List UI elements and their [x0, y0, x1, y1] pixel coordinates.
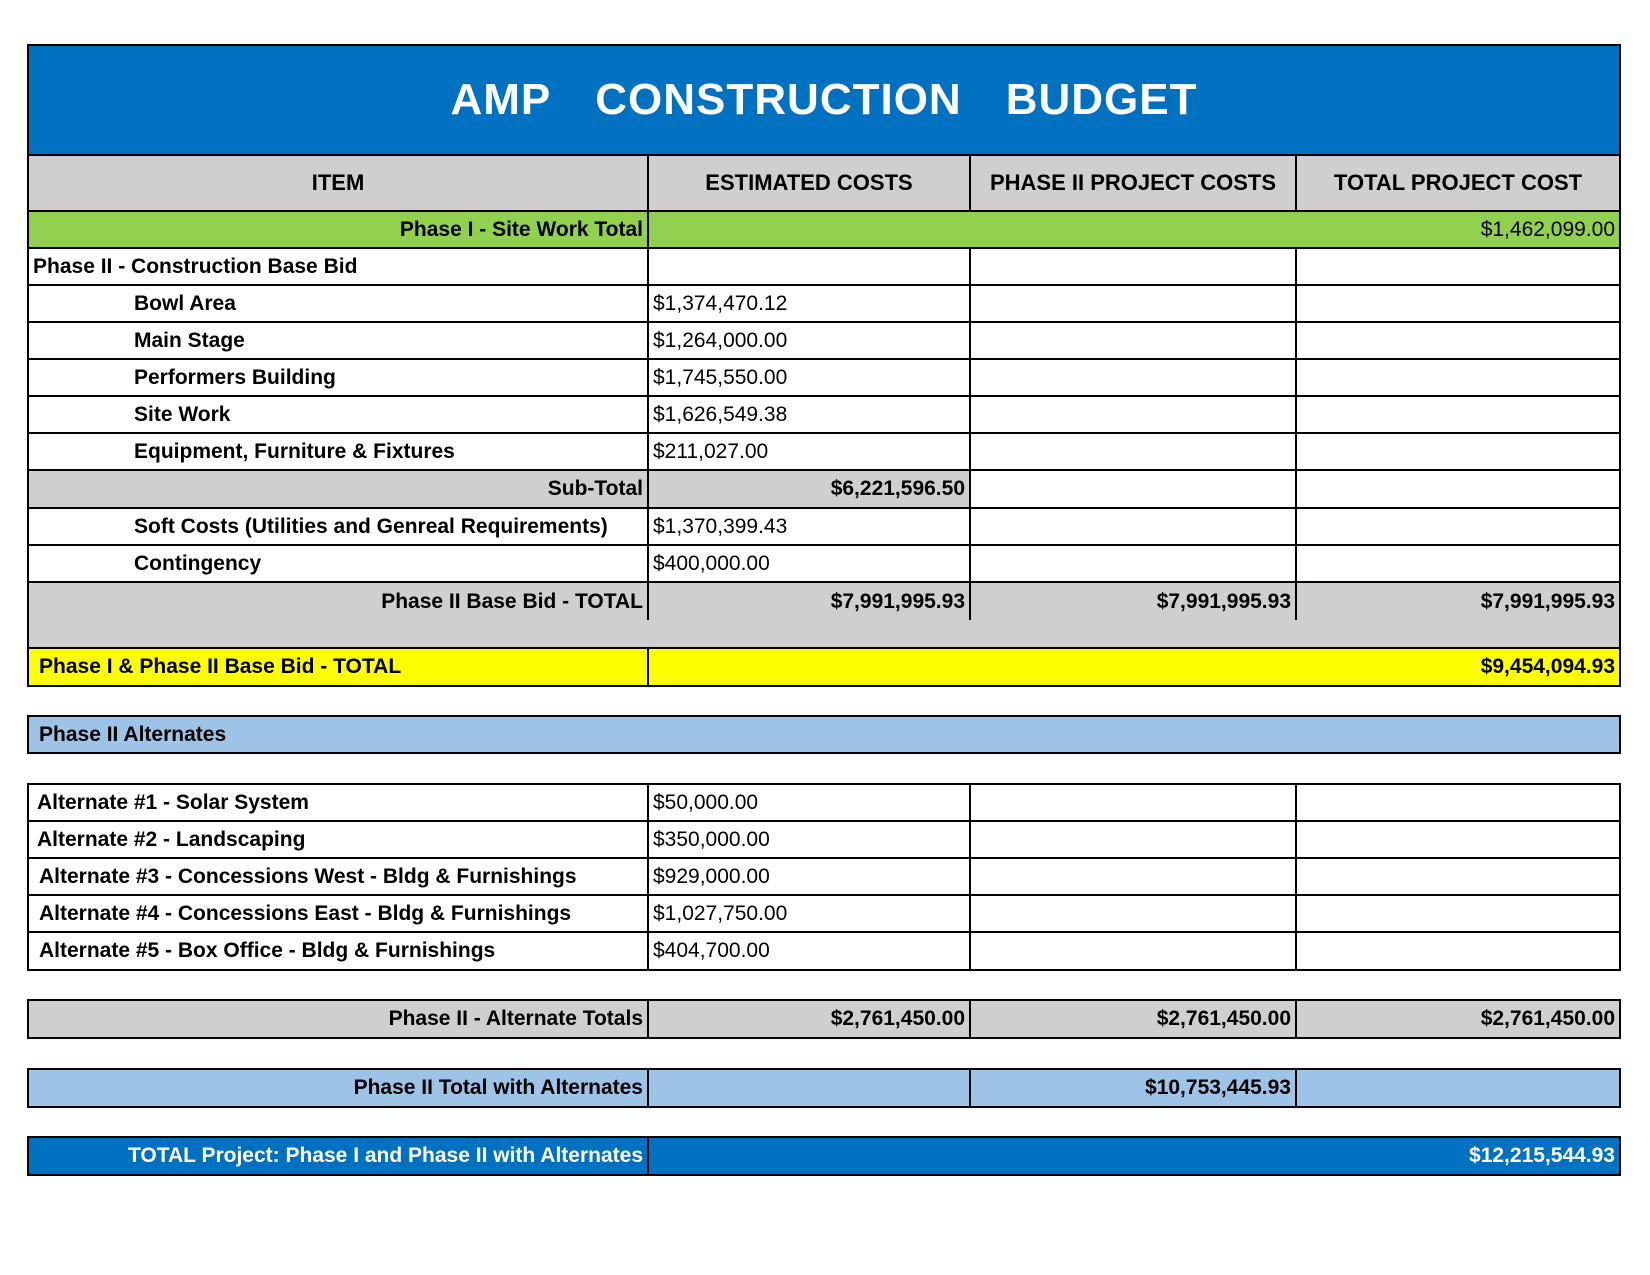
item-label: Equipment, Furniture & Fixtures [29, 434, 649, 469]
grand-total-box [27, 1136, 1621, 1176]
empty-cell [971, 323, 1297, 358]
table-row [29, 933, 1619, 969]
item-cost: $1,374,470.12 [649, 286, 971, 321]
phase2-section-row [29, 249, 1619, 286]
empty-cell [1297, 434, 1619, 469]
phase2-with-alternates-value: $10,753,445.93 [971, 1070, 1297, 1106]
phase2-total-label: Phase II Base Bid - TOTAL [29, 583, 649, 620]
empty-cell [1297, 822, 1619, 857]
item-label: Main Stage [29, 323, 649, 358]
column-header-row [29, 156, 1619, 212]
alternates-table [27, 783, 1621, 971]
empty-cell [1297, 360, 1619, 395]
item-cost: $1,626,549.38 [649, 397, 971, 432]
empty-cell [971, 546, 1297, 581]
table-row [29, 360, 1619, 397]
alternate-cost: $929,000.00 [649, 859, 971, 894]
empty-cell [971, 822, 1297, 857]
empty-cell [649, 249, 971, 284]
alternate-label: Alternate #2 - Landscaping [29, 822, 649, 857]
empty-cell [971, 509, 1297, 544]
title-word-budget: BUDGET [1005, 75, 1198, 124]
item-cost: $1,264,000.00 [649, 323, 971, 358]
phase1-row [29, 212, 1619, 249]
empty-cell [971, 397, 1297, 432]
empty-cell [1297, 859, 1619, 894]
alternate-cost: $404,700.00 [649, 933, 971, 969]
empty-cell [971, 360, 1297, 395]
alternates-header-label: Phase II Alternates [39, 722, 227, 746]
empty-cell [1297, 471, 1619, 507]
item-label: Bowl Area [29, 286, 649, 321]
item-label: Site Work [29, 397, 649, 432]
empty-cell [971, 286, 1297, 321]
empty-cell [971, 434, 1297, 469]
alternate-totals-box [27, 999, 1621, 1039]
empty-cell [971, 933, 1297, 969]
phase2-total-estimated: $7,991,995.93 [649, 583, 971, 620]
empty-cell [971, 471, 1297, 507]
item-cost: $1,745,550.00 [649, 360, 971, 395]
phase2-total-phase2: $7,991,995.93 [971, 583, 1297, 620]
grand-total-label: TOTAL Project: Phase I and Phase II with Alternates [29, 1138, 649, 1174]
subtotal-label: Sub-Total [29, 471, 649, 507]
combined-total-value: $9,454,094.93 [1480, 655, 1615, 678]
alternate-totals-estimated: $2,761,450.00 [649, 1001, 971, 1037]
alternate-label: Alternate #5 - Box Office - Bldg & Furnishings [29, 933, 649, 969]
empty-cell [1297, 323, 1619, 358]
empty-cell [1297, 785, 1619, 820]
table-row [29, 785, 1619, 822]
page-title [29, 46, 1619, 154]
subtotal-row [29, 471, 1619, 509]
combined-total-box [27, 647, 1621, 687]
table-row [29, 896, 1619, 933]
empty-cell [1297, 1070, 1619, 1106]
title-bar [29, 46, 1619, 156]
table-row [29, 397, 1619, 434]
phase2-total-row [29, 583, 1619, 652]
alternate-label: Alternate #3 - Concessions West - Bldg & Furnishings [29, 859, 649, 894]
alternate-label: Alternate #4 - Concessions East - Bldg & Furnishings [29, 896, 649, 931]
table-row [29, 286, 1619, 323]
header-total-cost: TOTAL PROJECT COST [1333, 170, 1583, 195]
combined-total-label: Phase I & Phase II Base Bid - TOTAL [29, 649, 649, 685]
phase1-total: $1,462,099.00 [1480, 217, 1615, 241]
phase2-with-alternates-row [29, 1070, 1619, 1106]
empty-cell [971, 785, 1297, 820]
alternate-cost: $50,000.00 [649, 785, 971, 820]
alternate-cost: $350,000.00 [649, 822, 971, 857]
empty-cell [1297, 397, 1619, 432]
item-cost: $400,000.00 [649, 546, 971, 581]
empty-cell [649, 1070, 971, 1106]
table-row [29, 822, 1619, 859]
item-cost: $211,027.00 [649, 434, 971, 469]
grand-total-row [29, 1138, 1619, 1174]
main-budget-table [27, 44, 1621, 654]
empty-cell [1297, 509, 1619, 544]
title-word-amp: AMP [450, 75, 552, 124]
alternate-totals-phase2: $2,761,450.00 [971, 1001, 1297, 1037]
phase2-with-alternates-label: Phase II Total with Alternates [29, 1070, 649, 1106]
empty-cell [971, 249, 1297, 284]
combined-total-row [29, 649, 1619, 685]
table-row [29, 546, 1619, 583]
empty-cell [971, 896, 1297, 931]
item-cost: $1,370,399.43 [649, 509, 971, 544]
empty-cell [1297, 933, 1619, 969]
alternate-totals-project: $2,761,450.00 [1480, 1007, 1615, 1030]
header-estimated-costs: ESTIMATED COSTS [649, 156, 971, 210]
empty-cell [971, 859, 1297, 894]
empty-cell [1297, 249, 1619, 284]
table-row [29, 434, 1619, 471]
header-item: ITEM [29, 156, 649, 210]
alternates-header-box [27, 715, 1621, 754]
header-phase2-costs: PHASE II PROJECT COSTS [971, 156, 1297, 210]
title-word-construction: CONSTRUCTION [595, 75, 962, 124]
alternate-totals-row [29, 1001, 1619, 1037]
empty-cell [1297, 286, 1619, 321]
item-label: Soft Costs (Utilities and Genreal Requirements) [29, 509, 649, 544]
phase2-section-label: Phase II - Construction Base Bid [29, 249, 649, 284]
table-row [29, 323, 1619, 360]
phase2-total-project: $7,991,995.93 [1480, 589, 1615, 613]
table-row [29, 859, 1619, 896]
alternate-totals-label: Phase II - Alternate Totals [29, 1001, 649, 1037]
item-label: Contingency [29, 546, 649, 581]
alternate-cost: $1,027,750.00 [649, 896, 971, 931]
empty-cell [1297, 546, 1619, 581]
empty-cell [1297, 896, 1619, 931]
item-label: Performers Building [29, 360, 649, 395]
subtotal-value: $6,221,596.50 [649, 471, 971, 507]
alternates-header-row [29, 717, 1619, 752]
phase1-label: Phase I - Site Work Total [29, 212, 649, 247]
grand-total-value: $12,215,544.93 [1469, 1144, 1615, 1167]
alternate-label: Alternate #1 - Solar System [29, 785, 649, 820]
table-row [29, 509, 1619, 546]
phase2-with-alternates-box [27, 1068, 1621, 1108]
